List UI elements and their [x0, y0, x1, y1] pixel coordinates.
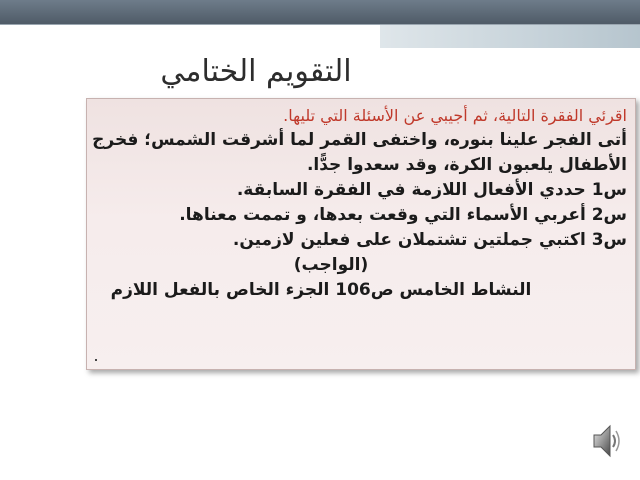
paragraph-line-1: أتى الفجر علينا بنوره، واختفى القمر لما أشرقت الشمس؛ فخرج	[92, 130, 627, 150]
top-accent-strip	[380, 24, 640, 48]
question-2: س2 أعربي الأسماء التي وقعت بعدها، و تممت معناها.	[179, 205, 627, 225]
activity-text: النشاط الخامس ص106 الجزء الخاص بالفعل اللازم	[110, 280, 532, 300]
top-band	[0, 0, 640, 24]
instruction-text: اقرئي الفقرة التالية، ثم أجيبي عن الأسئلة التي تليها.	[283, 106, 627, 125]
speaker-icon[interactable]	[592, 421, 622, 461]
question-3: س3 اكتبي جملتين تشتملان على فعلين لازمين.	[232, 230, 627, 250]
homework-label: (الواجب)	[293, 255, 369, 275]
speaker-icon-graphic	[592, 421, 622, 461]
top-divider	[0, 24, 640, 25]
slide-title: التقويم الختامي	[160, 54, 352, 89]
paragraph-line-2: الأطفال يلعبون الكرة، وقد سعدوا جدًّا.	[306, 155, 627, 175]
question-1: س1 حددي الأفعال اللازمة في الفقرة السابقة.	[236, 180, 627, 200]
content-text	[92, 103, 627, 303]
stray-dot	[95, 359, 97, 361]
content-box	[86, 98, 636, 370]
